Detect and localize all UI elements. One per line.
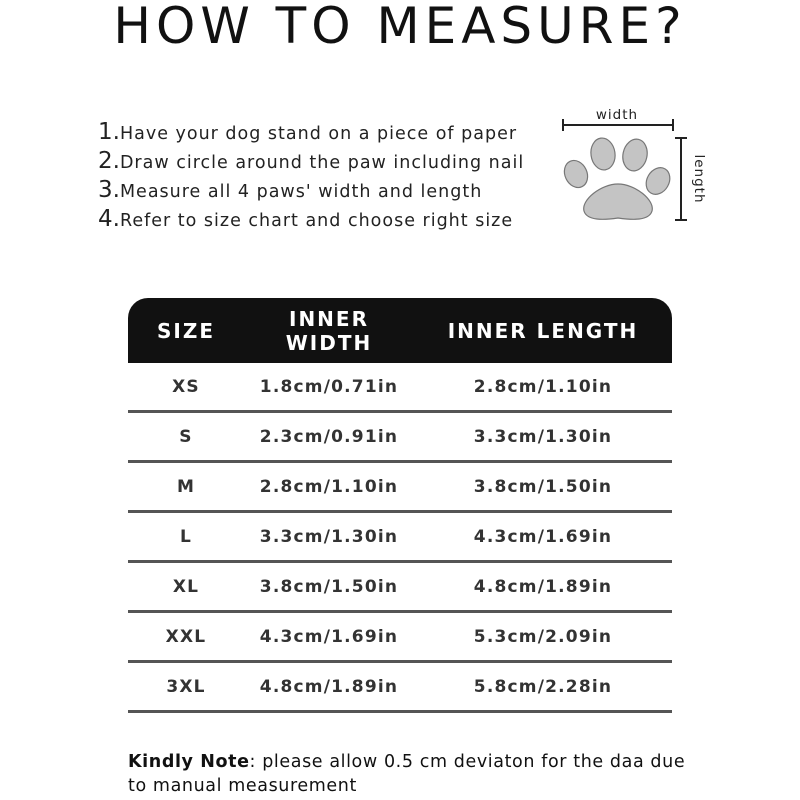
cell-size: XS <box>172 376 200 397</box>
step-number: 3. <box>98 177 120 203</box>
step-text: Draw circle around the paw including nail <box>119 153 525 173</box>
length-dimension-line <box>675 138 687 220</box>
header-inner-width: INNER WIDTH <box>285 306 373 355</box>
table-row <box>128 613 672 663</box>
cell-width: 3.3cm/1.30in <box>259 526 399 547</box>
cell-length: 2.8cm/1.10in <box>473 376 613 397</box>
cell-length: 4.8cm/1.89in <box>473 576 613 597</box>
cell-width: 3.8cm/1.50in <box>259 576 399 597</box>
table-row <box>128 363 672 413</box>
step-number: 1. <box>98 119 120 145</box>
measure-steps <box>98 118 524 234</box>
page-title: HOW TO MEASURE? <box>113 0 687 55</box>
cell-length: 5.8cm/2.28in <box>473 676 613 697</box>
cell-length: 4.3cm/1.69in <box>473 526 613 547</box>
kindly-note <box>128 750 688 798</box>
step-text: Have your dog stand on a piece of paper <box>119 124 518 144</box>
cell-size: XL <box>172 576 200 597</box>
cell-length: 3.8cm/1.50in <box>473 476 613 497</box>
cell-size: S <box>179 426 193 447</box>
cell-length: 5.3cm/2.09in <box>473 626 613 647</box>
step-item <box>98 205 524 234</box>
cell-width: 1.8cm/0.71in <box>259 376 399 397</box>
table-row <box>128 663 672 713</box>
step-text: Refer to size chart and choose right size <box>119 211 514 231</box>
cell-size: L <box>179 526 193 547</box>
step-item <box>98 118 524 147</box>
step-text: Measure all 4 paws' width and length <box>119 182 483 202</box>
cell-width: 4.8cm/1.89in <box>259 676 399 697</box>
note-text: : please allow 0.5 cm deviaton for the daa due to manual measurement <box>128 752 686 796</box>
table-row <box>128 463 672 513</box>
paw-measure-diagram <box>556 104 716 228</box>
table-header <box>128 298 672 363</box>
cell-length: 3.3cm/1.30in <box>473 426 613 447</box>
header-size: SIZE <box>156 318 215 343</box>
table-row <box>128 563 672 613</box>
note-label: Kindly Note <box>128 752 250 772</box>
step-item <box>98 176 524 205</box>
cell-size: 3XL <box>166 676 206 697</box>
length-label: length <box>691 154 707 204</box>
cell-width: 2.3cm/0.91in <box>259 426 399 447</box>
cell-width: 2.8cm/1.10in <box>259 476 399 497</box>
header-inner-length: INNER LENGTH <box>447 318 639 343</box>
step-item <box>98 147 524 176</box>
step-number: 2. <box>98 148 120 174</box>
table-row <box>128 413 672 463</box>
paw-print-icon <box>560 136 674 219</box>
size-chart-table <box>128 298 672 713</box>
cell-size: M <box>176 476 196 497</box>
table-row <box>128 513 672 563</box>
step-number: 4. <box>98 206 120 232</box>
cell-width: 4.3cm/1.69in <box>259 626 399 647</box>
cell-size: XXL <box>165 626 207 647</box>
width-label: width <box>595 107 639 123</box>
